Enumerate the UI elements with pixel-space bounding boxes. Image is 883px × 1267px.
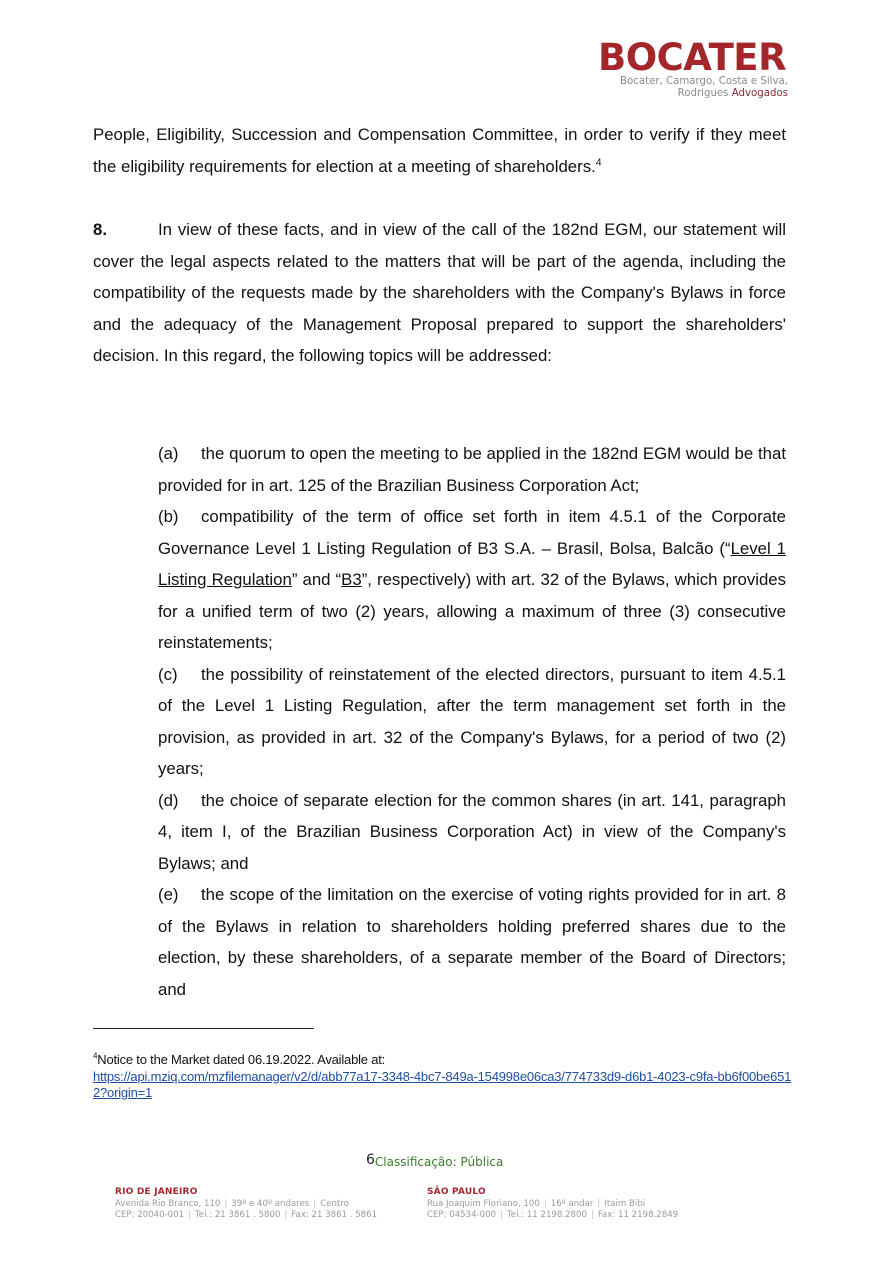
topics-list: [158, 438, 786, 1005]
separator: |: [543, 1198, 547, 1209]
footnote-reference[interactable]: 4: [595, 155, 602, 168]
office-cep: CEP: 20040-001: [115, 1210, 185, 1220]
logo-subtitle-accent: Advogados: [731, 88, 788, 99]
continuation-paragraph: [93, 119, 786, 182]
paragraph-text: People, Eligibility, Succession and Compensation Committee, in order to verify if they meet the eligibility requirements for election at a meeting of shareholders.: [93, 125, 786, 176]
office-tel: Tel.: 11 2198.2800: [507, 1210, 587, 1220]
office-address: Rua Joaquim Floriano, 100: [427, 1198, 540, 1209]
list-label: (c): [158, 664, 178, 684]
list-text-middle: ” and “: [291, 570, 342, 589]
defined-term-b3: B3: [341, 570, 362, 589]
office-city: RIO DE JANEIRO: [115, 1187, 198, 1197]
logo-subtitle-prefix: Rodrigues: [677, 88, 729, 99]
footnote-4: [93, 1052, 793, 1102]
office-contact-line: [427, 1210, 678, 1222]
separator: |: [313, 1198, 317, 1209]
office-district: Centro: [320, 1198, 349, 1209]
office-floor: 16º andar: [550, 1198, 594, 1209]
office-contact-line: [115, 1210, 377, 1222]
separator: |: [597, 1198, 601, 1209]
list-label: (e): [158, 885, 179, 904]
list-item-b: [158, 501, 786, 659]
list-text: the choice of separate election for the common shares (in art. 141, paragraph 4, item I, of the Brazilian Business Corporation Act) in view of the Company's Bylaws; and: [158, 790, 786, 873]
paragraph-number: 8.: [93, 220, 107, 239]
office-sao-paulo: [427, 1187, 678, 1222]
office-district: Itaim Bibi: [604, 1198, 646, 1209]
footnote-divider: [93, 1028, 314, 1029]
list-item-a: [158, 438, 786, 501]
office-cep: CEP: 04534-000: [427, 1210, 497, 1220]
list-label: (b): [158, 507, 179, 526]
office-fax: Fax: 21 3861 . 5861: [291, 1210, 378, 1220]
list-text: the scope of the limitation on the exercise of voting rights provided for in art. 8 of the Bylaws in relation to shareholders holding preferred shares due to the election, by these shareholders, of a separate member of the Board of Directors; and: [158, 885, 786, 999]
office-rio-de-janeiro: [115, 1187, 377, 1222]
paragraph-text: In view of these facts, and in view of the call of the 182nd EGM, our statement will cover the legal aspects related to the matters that will be part of the agenda, including the compatibility of the requests made by the shareholders with the Company's Bylaws in force and the adequacy of the Management Proposal prepared to support the shareholders' decision. In this regard, the following topics will be addressed:: [93, 220, 786, 365]
list-item-c: [158, 659, 786, 785]
office-tel: Tel.: 21 3861 . 5800: [195, 1210, 281, 1220]
firm-logo: [598, 36, 788, 100]
list-item-e: [158, 879, 786, 1005]
separator: |: [284, 1210, 288, 1220]
defined-term-level1: Level 1 Listing Regulation: [158, 538, 786, 589]
page-number: 6: [366, 1152, 375, 1168]
office-address: Avenida Rio Branco, 110: [115, 1198, 221, 1209]
office-address-line: [115, 1199, 377, 1211]
page-number-classification: [366, 1152, 503, 1171]
separator: |: [590, 1210, 594, 1220]
paragraph-8: [93, 214, 786, 372]
logo-subtitle-line2: [598, 88, 788, 100]
list-label: (a): [158, 444, 179, 463]
separator: |: [224, 1198, 228, 1209]
list-label: (d): [158, 790, 179, 810]
office-floor: 39º e 40º andares: [231, 1198, 310, 1209]
office-address-line: [427, 1199, 678, 1211]
footnote-link[interactable]: https://api.mziq.com/mzfilemanager/v2/d/abb77a17-3348-4bc7-849a-154998e06ca3/774733d9-d6b1-4023-c9fa-bb6f00be6512?origin=1: [93, 1068, 792, 1100]
list-text-before: compatibility of the term of office set forth in item 4.5.1 of the Corporate Governance Level 1 Listing Regulation of B3 S.A. – Brasil, Bolsa, Balcão (“: [158, 507, 786, 558]
classification-label: Classificação: Pública: [374, 1155, 504, 1169]
office-fax: Fax: 11 2198.2849: [597, 1210, 679, 1220]
office-city: SÃO PAULO: [427, 1187, 486, 1197]
list-text: the quorum to open the meeting to be applied in the 182nd EGM would be that provided for in art. 125 of the Brazilian Business Corporation Act;: [158, 444, 786, 495]
list-item-d: [158, 785, 786, 880]
separator: |: [500, 1210, 503, 1220]
list-text: the possibility of reinstatement of the elected directors, pursuant to item 4.5.1 of the Level 1 Listing Regulation, after the term management set forth in the provision, as provided in art. 32 of the Company's Bylaws, for a period of two (2) years;: [158, 664, 786, 778]
footnote-text: Notice to the Market dated 06.19.2022. Available at:: [97, 1052, 386, 1067]
logo-brand: BOCATER: [598, 36, 787, 79]
list-text-after: ”, respectively) with art. 32 of the Bylaws, which provides for a unified term of two (2) years, allowing a maximum of three (3) consecutive reinstatements;: [158, 570, 786, 652]
logo-subtitle-line1: Bocater, Camargo, Costa e Silva,: [620, 76, 788, 87]
footnote-number: 4: [93, 1051, 98, 1061]
separator: |: [188, 1210, 191, 1220]
